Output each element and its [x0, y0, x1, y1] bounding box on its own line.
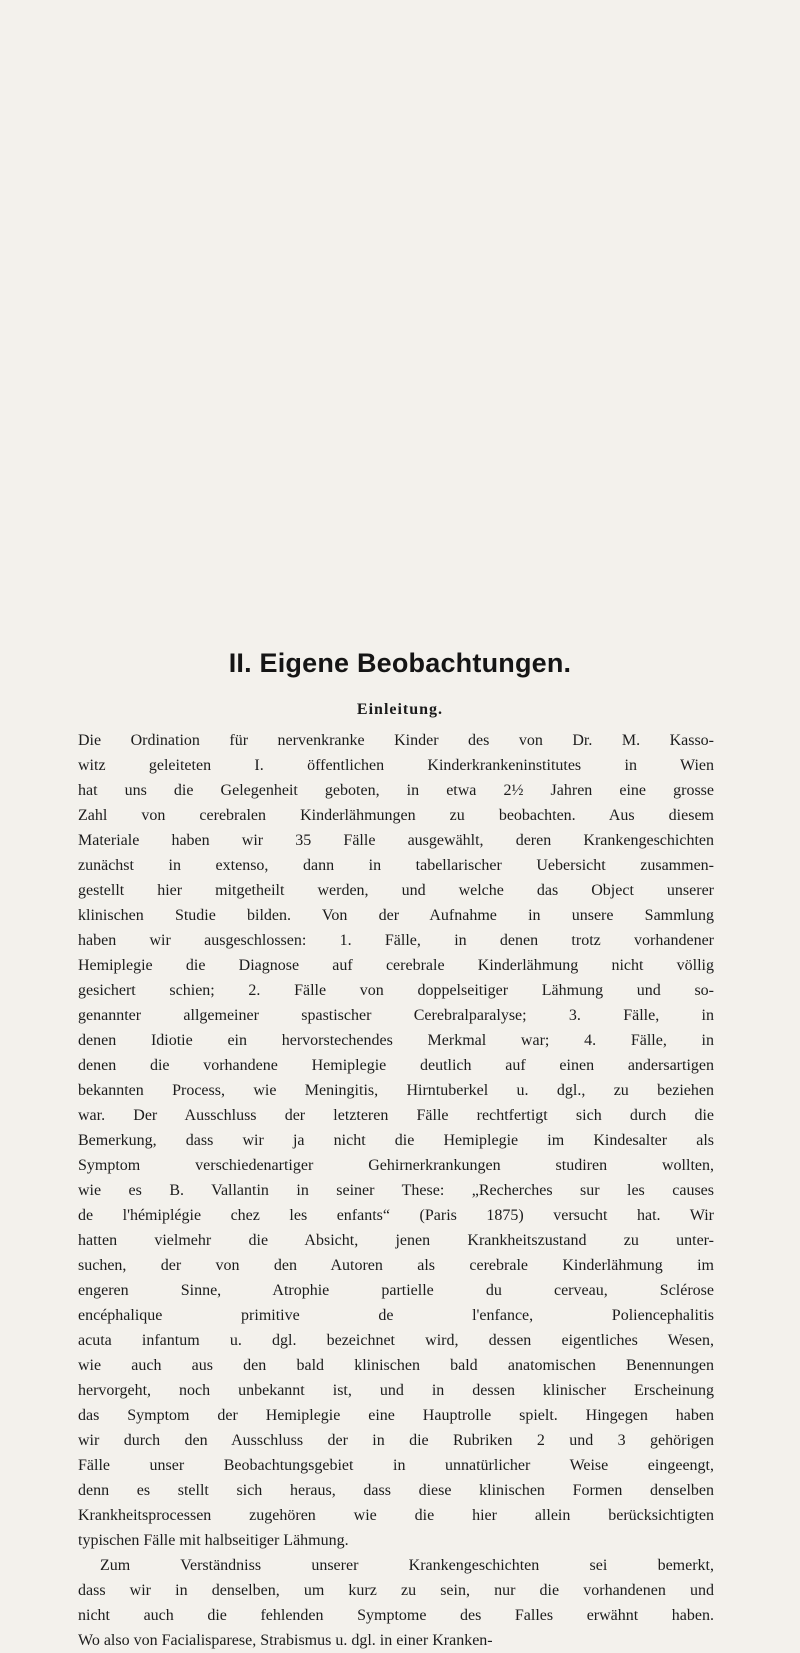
text-line: typischen Fälle mit halbseitiger Lähmung.: [78, 1532, 349, 1549]
text-line: genannter allgemeiner spastischer Cerebralparalyse; 3. Fälle, in: [78, 1007, 714, 1024]
text-line: dass wir in denselben, um kurz zu sein, nur die vorhandenen und: [78, 1582, 714, 1599]
text-line: Symptom verschiedenartiger Gehirnerkrankungen studiren wollten,: [78, 1157, 714, 1174]
text-line: gestellt hier mitgetheilt werden, und welche das Object unserer: [78, 882, 714, 899]
section-subheading: Einleitung.: [356, 701, 444, 718]
paragraph-1: [78, 728, 714, 1553]
text-line: war. Der Ausschluss der letzteren Fälle rechtfertigt sich durch die: [78, 1107, 714, 1124]
text-line: Fälle unser Beobachtungsgebiet in unnatürlicher Weise eingeengt,: [78, 1457, 714, 1474]
text-line: denen Idiotie ein hervorstechendes Merkmal war; 4. Fälle, in: [78, 1032, 714, 1049]
text-line: Die Ordination für nervenkranke Kinder des von Dr. M. Kasso-: [78, 732, 714, 749]
text-line: klinischen Studie bilden. Von der Aufnahme in unsere Sammlung: [78, 907, 714, 924]
text-line: Zahl von cerebralen Kinderlähmungen zu beobachten. Aus diesem: [78, 807, 714, 824]
text-line: Bemerkung, dass wir ja nicht die Hemiplegie im Kindesalter als: [78, 1132, 714, 1149]
text-line: Wo also von Facialisparese, Strabismus u. dgl. in einer Kranken-: [78, 1632, 493, 1649]
text-line: de l'hémiplégie chez les enfants“ (Paris 1875) versucht hat. Wir: [78, 1207, 714, 1224]
text-line: Materiale haben wir 35 Fälle ausgewählt, deren Krankengeschichten: [78, 832, 714, 849]
text-line: Zum Verständniss unserer Krankengeschichten sei bemerkt,: [100, 1557, 714, 1574]
paragraph-2: [78, 1553, 714, 1653]
text-line: wie es B. Vallantin in seiner These: „Recherches sur les causes: [78, 1182, 714, 1199]
text-line: encéphalique primitive de l'enfance, Poliencephalitis: [78, 1307, 714, 1324]
text-line: hervorgeht, noch unbekannt ist, und in dessen klinischer Erscheinung: [78, 1382, 714, 1399]
text-line: denen die vorhandene Hemiplegie deutlich auf einen andersartigen: [78, 1057, 714, 1074]
text-line: suchen, der von den Autoren als cerebrale Kinderlähmung im: [78, 1257, 714, 1274]
text-line: denn es stellt sich heraus, dass diese klinischen Formen denselben: [78, 1482, 714, 1499]
text-line: acuta infantum u. dgl. bezeichnet wird, dessen eigentliches Wesen,: [78, 1332, 714, 1349]
text-line: nicht auch die fehlenden Symptome des Falles erwähnt haben.: [78, 1607, 714, 1624]
text-line: Krankheitsprocessen zugehören wie die hier allein berücksichtigten: [78, 1507, 714, 1524]
text-line: bekannten Process, wie Meningitis, Hirntuberkel u. dgl., zu beziehen: [78, 1082, 714, 1099]
text-line: Hemiplegie die Diagnose auf cerebrale Kinderlähmung nicht völlig: [78, 957, 714, 974]
text-line: das Symptom der Hemiplegie eine Hauptrolle spielt. Hingegen haben: [78, 1407, 714, 1424]
text-line: wir durch den Ausschluss der in die Rubriken 2 und 3 gehörigen: [78, 1432, 714, 1449]
text-line: gesichert schien; 2. Fälle von doppelseitiger Lähmung und so-: [78, 982, 714, 999]
text-line: haben wir ausgeschlossen: 1. Fälle, in denen trotz vorhandener: [78, 932, 714, 949]
text-line: zunächst in extenso, dann in tabellarischer Uebersicht zusammen-: [78, 857, 714, 874]
body-text: [78, 728, 714, 1653]
section-heading: II. Eigene Beobachtungen.: [228, 648, 572, 678]
text-line: witz geleiteten I. öffentlichen Kinderkrankeninstitutes in Wien: [78, 757, 714, 774]
text-line: hat uns die Gelegenheit geboten, in etwa 2½ Jahren eine grosse: [78, 782, 714, 799]
text-line: hatten vielmehr die Absicht, jenen Krankheitszustand zu unter-: [78, 1232, 714, 1249]
text-line: wie auch aus den bald klinischen bald anatomischen Benennungen: [78, 1357, 714, 1374]
text-line: engeren Sinne, Atrophie partielle du cerveau, Sclérose: [78, 1282, 714, 1299]
